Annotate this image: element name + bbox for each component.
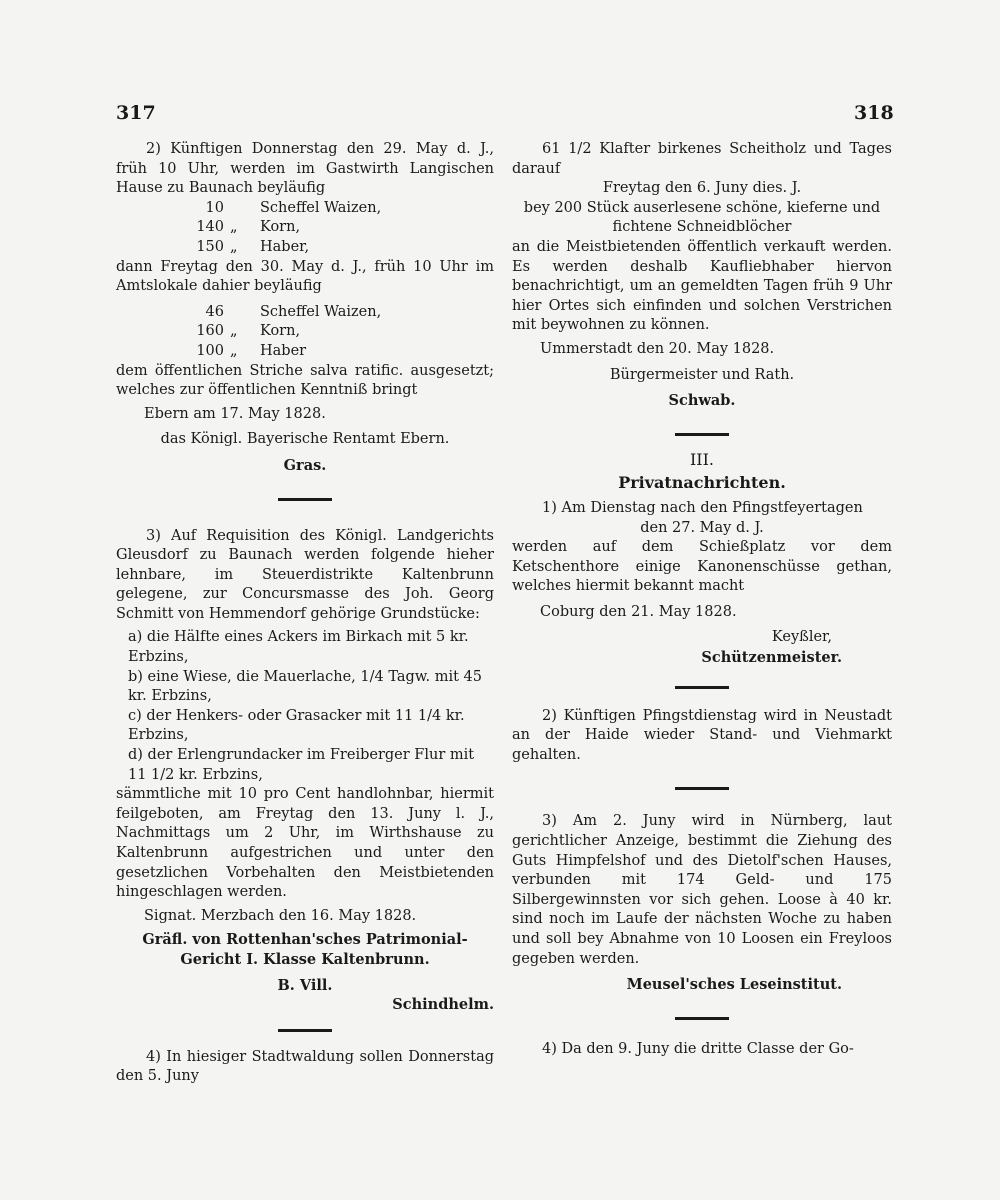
grain-qty: 10 bbox=[205, 199, 224, 216]
separator-rule bbox=[278, 1029, 332, 1032]
section-numeral: III. bbox=[689, 449, 715, 469]
notice-2-closing: dem öffentlichen Striche salva ratific. ausgesetzt; welches zur öffentlichen Kenntniß bringt bbox=[116, 362, 494, 399]
separator-rule bbox=[675, 433, 729, 436]
notice-4-line-1: 61 1/2 Klafter birkenes Scheitholz und Tages darauf bbox=[512, 141, 892, 177]
notice-3-signer-2: Schindhelm. bbox=[392, 996, 494, 1014]
grain-qty: 150 bbox=[196, 238, 224, 255]
page-number-left: 317 bbox=[116, 102, 156, 124]
list-item: a) die Hälfte eines Ackers im Birkach mit 5 kr. Erbzins, bbox=[128, 629, 469, 666]
private-4-start: 4) Da den 9. Juny die dritte Classe der Go- bbox=[542, 1040, 854, 1057]
page-number-right: 318 bbox=[854, 102, 894, 124]
grain-qty: 46 bbox=[205, 303, 224, 320]
separator-rule bbox=[675, 686, 729, 689]
private-1-date: Coburg den 21. May 1828. bbox=[540, 603, 737, 620]
grain-list-2 bbox=[176, 303, 494, 362]
left-column bbox=[116, 140, 494, 1087]
grain-item: Korn, bbox=[260, 219, 301, 236]
private-1-role: Schützenmeister. bbox=[701, 649, 842, 667]
notice-4-start: 4) In hiesiger Stadtwaldung sollen Donnerstag den 5. Juny bbox=[116, 1048, 494, 1085]
notice-3-items bbox=[116, 628, 494, 785]
grain-item: Scheffel Waizen, bbox=[260, 303, 382, 320]
grain-mark bbox=[230, 303, 260, 323]
notice-2-office: das Königl. Bayerische Rentamt Ebern. bbox=[160, 431, 450, 448]
grain-item: Haber bbox=[260, 342, 307, 359]
grain-mark bbox=[230, 199, 260, 219]
notice-4-line-2: Freytag den 6. Juny dies. J. bbox=[602, 180, 802, 197]
notice-3-office: Gräfl. von Rottenhan'sches Patrimonial-Gericht I. Klasse Kaltenbrunn. bbox=[142, 931, 468, 968]
grain-list-1 bbox=[176, 199, 494, 258]
notice-4-date: Ummerstadt den 20. May 1828. bbox=[540, 340, 775, 357]
notice-2-intro: 2) Künftigen Donnerstag den 29. May d. J., früh 10 Uhr, werden im Gastwirth Langischen Hause zu Baunach beyläufig bbox=[116, 141, 494, 197]
list-item: c) der Henkers- oder Grasacker mit 11 1/4 kr. Erbzins, bbox=[128, 707, 465, 744]
separator-rule bbox=[278, 498, 332, 501]
separator-rule bbox=[675, 787, 729, 790]
grain-qty: 100 bbox=[196, 342, 224, 359]
grain-item: Haber, bbox=[260, 238, 310, 255]
grain-qty: 140 bbox=[196, 219, 224, 236]
notice-4-signer: Schwab. bbox=[668, 392, 736, 410]
private-1-intro: 1) Am Dienstag nach den Pfingstfeyertagen bbox=[542, 499, 863, 516]
list-item: d) der Erlengrundacker im Freiberger Flur mit 11 1/2 kr. Erbzins, bbox=[128, 747, 475, 783]
private-1-body: werden auf dem Schießplatz vor dem Ketschenthore einige Kanonenschüsse gethan, welches hiermit bekannt macht bbox=[512, 539, 892, 595]
private-1-signer: Keyßler, bbox=[771, 629, 832, 646]
separator-rule bbox=[675, 1017, 729, 1020]
list-item: b) eine Wiese, die Mauerlache, 1/4 Tagw. mit 45 kr. Erbzins, bbox=[128, 668, 482, 705]
grain-mark: „ bbox=[230, 323, 238, 340]
private-2: 2) Künftigen Pfingstdienstag wird in Neustadt an der Haide wieder Stand- und Viehmarkt gehalten. bbox=[512, 707, 892, 763]
grain-item: Scheffel Waizen, bbox=[260, 199, 382, 216]
notice-4-office: Bürgermeister und Rath. bbox=[609, 366, 795, 383]
notice-3-signer-1: B. Vill. bbox=[277, 976, 333, 994]
private-3-body: 3) Am 2. Juny wird in Nürnberg, laut gerichtlicher Anzeige, bestimmt die Ziehung des Guts Himpfelshof und des Dietolf'schen Hauses, verbunden mit 174 Geld- und 175 Silbergewinnsten vor sich gehen. Loose à 40 kr. sind noch im Laufe der nächsten Woche zu haben und soll bey Abnahme von 10 Loosen ein Freyloos gegeben werden. bbox=[512, 813, 892, 967]
notice-3-body: sämmtliche mit 10 pro Cent handlohnbar, hiermit feilgeboten, am Freytag den 13. Juny l. J., Nachmittags um 2 Uhr, im Wirthshause zu Kaltenbrunn aufgestrichen und unter den gesetzlichen Vorbehalten den Meistbietenden hingeschlagen werden. bbox=[116, 786, 494, 901]
notice-3-date: Signat. Merzbach den 16. May 1828. bbox=[144, 907, 417, 924]
notice-4-line-3: bey 200 Stück auserlesene schöne, kieferne und fichtene Schneidblöcher bbox=[523, 199, 881, 236]
notice-2-signer: Gras. bbox=[283, 456, 327, 474]
notice-4-body: an die Meistbietenden öffentlich verkauft werden. Es werden deshalb Kaufliebhaber hiervon benachrichtigt, um an gemeldten Tagen früh 9 Uhr hier Ortes sich einfinden und solchen Verstrichen mit beywohnen zu können. bbox=[512, 238, 892, 334]
private-3-signer: Meusel'sches Leseinstitut. bbox=[626, 976, 842, 994]
grain-item: Korn, bbox=[260, 323, 301, 340]
right-column bbox=[512, 140, 892, 1059]
grain-mark: „ bbox=[230, 342, 238, 359]
notice-2-middle: dann Freytag den 30. May d. J., früh 10 Uhr im Amtslokale dahier beyläufig bbox=[116, 258, 494, 295]
private-1-date-line: den 27. May d. J. bbox=[640, 519, 764, 536]
notice-3-intro: 3) Auf Requisition des Königl. Landgerichts Gleusdorf zu Baunach werden folgende hieher lehnbare, im Steuerdistrikte Kaltenbrunn gelegene, zur Concursmasse des Joh. Georg Schmitt von Hemmendorf gehörige Grundstücke: bbox=[116, 527, 494, 622]
grain-mark: „ bbox=[230, 238, 238, 255]
grain-qty: 160 bbox=[196, 323, 224, 340]
notice-2-date: Ebern am 17. May 1828. bbox=[144, 405, 326, 422]
grain-mark: „ bbox=[230, 219, 238, 236]
section-title: Privatnachrichten. bbox=[618, 473, 786, 493]
